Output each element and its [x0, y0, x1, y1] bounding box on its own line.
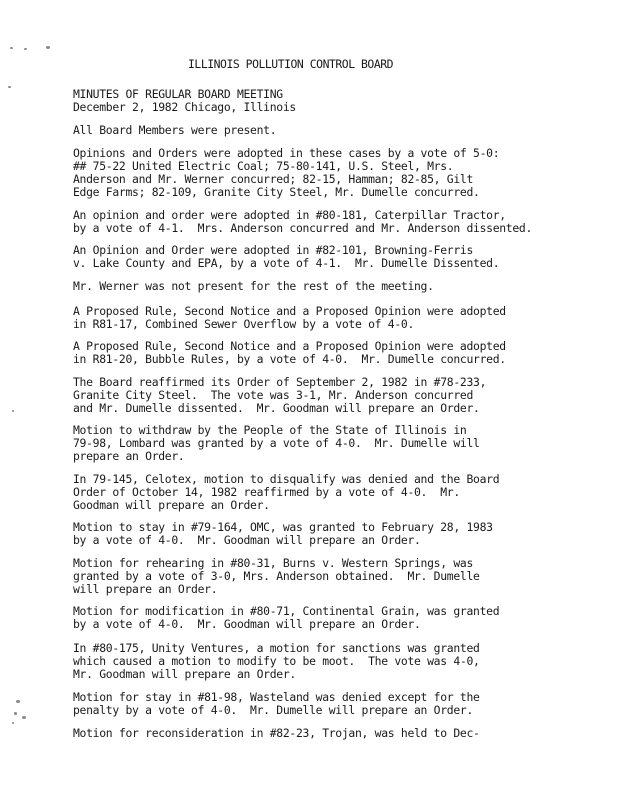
- paragraph-line: Motion for rehearing in #80-31, Burns v. Western Springs, was: [73, 556, 474, 570]
- paragraph-line: by a vote of 4-0. Mr. Goodman will prepare an Order.: [73, 533, 421, 547]
- paragraph: [73, 280, 603, 293]
- paragraph: [73, 691, 603, 717]
- paragraph-line: Order of October 14, 1982 reaffirmed by a vote of 4-0. Mr.: [73, 485, 460, 499]
- paragraph-line: Anderson and Mr. Werner concurred; 82-15, Hamman; 82-85, Gilt: [73, 172, 474, 186]
- paragraph: [73, 147, 603, 199]
- paragraph: [73, 376, 603, 415]
- paragraph-line: All Board Members were present.: [73, 123, 277, 137]
- paragraph-line: in R81-20, Bubble Rules, by a vote of 4-0. Mr. Dumelle concurred.: [73, 352, 506, 366]
- scan-speck: [46, 46, 50, 49]
- paragraph-line: Mr. Werner was not present for the rest of the meeting.: [73, 279, 434, 293]
- paragraph-line: In #80-175, Unity Ventures, a motion for sanctions was granted: [73, 641, 480, 655]
- paragraph-line: which caused a motion to modify to be moot. The vote was 4-0,: [73, 654, 480, 668]
- paragraph-line: Granite City Steel. The vote was 3-1, Mr. Anderson concurred: [73, 388, 474, 402]
- paragraph-line: The Board reaffirmed its Order of September 2, 1982 in #78-233,: [73, 375, 487, 389]
- paragraph-line: ## 75-22 United Electric Coal; 75-80-141, U.S. Steel, Mrs.: [73, 159, 454, 173]
- paragraph-line: v. Lake County and EPA, by a vote of 4-1. Mr. Dumelle Dissented.: [73, 256, 500, 270]
- paragraph-line: Motion to withdraw by the People of the State of Illinois in: [73, 423, 467, 437]
- scan-speck: [24, 48, 27, 50]
- paragraph: [73, 305, 603, 331]
- scan-speck: [8, 86, 11, 88]
- paragraph: [73, 424, 603, 463]
- meeting-heading-line: MINUTES OF REGULAR BOARD MEETING: [73, 87, 283, 101]
- paragraph: [73, 521, 603, 547]
- paragraph-line: Motion for reconsideration in #82-23, Trojan, was held to Dec-: [73, 726, 480, 740]
- scan-speck: [16, 700, 20, 703]
- paragraph: [73, 642, 603, 681]
- paragraph: [73, 340, 603, 366]
- paragraph-line: by a vote of 4-1. Mrs. Anderson concurred and Mr. Anderson dissented.: [73, 221, 533, 235]
- paragraph: [73, 557, 603, 596]
- paragraph-line: Goodman will prepare an Order.: [73, 498, 270, 512]
- paragraph-line: A Proposed Rule, Second Notice and a Proposed Opinion were adopted: [73, 339, 506, 353]
- paragraph: [73, 473, 603, 512]
- scan-speck: [14, 712, 17, 715]
- paragraph: [73, 727, 603, 740]
- paragraph-line: An opinion and order were adopted in #80-181, Caterpillar Tractor,: [73, 208, 506, 222]
- paragraph: [73, 244, 603, 270]
- paragraph-line: will prepare an Order.: [73, 582, 218, 596]
- paragraph-line: in R81-17, Combined Sewer Overflow by a vote of 4-0.: [73, 317, 415, 331]
- paragraph-line: and Mr. Dumelle dissented. Mr. Goodman will prepare an Order.: [73, 401, 480, 415]
- scan-speck: [22, 716, 26, 719]
- paragraph-line: Opinions and Orders were adopted in these cases by a vote of 5-0:: [73, 146, 500, 160]
- paragraph-line: In 79-145, Celotex, motion to disqualify was denied and the Board: [73, 472, 500, 486]
- paragraph: [73, 605, 603, 631]
- document-title: ILLINOIS POLLUTION CONTROL BOARD: [188, 57, 394, 71]
- paragraph: [73, 209, 603, 235]
- paragraph-line: Motion to stay in #79-164, OMC, was granted to February 28, 1983: [73, 520, 493, 534]
- meeting-date-line: December 2, 1982 Chicago, Illinois: [73, 100, 296, 114]
- paragraph-line: granted by a vote of 3-0, Mrs. Anderson obtained. Mr. Dumelle: [73, 569, 480, 583]
- paragraph-line: An Opinion and Order were adopted in #82-101, Browning-Ferris: [73, 243, 474, 257]
- paragraph: [73, 124, 603, 137]
- paragraph-line: Edge Farms; 82-109, Granite City Steel, Mr. Dumelle concurred.: [73, 185, 480, 199]
- paragraph-line: penalty by a vote of 4-0. Mr. Dumelle will prepare an Order.: [73, 703, 474, 717]
- paragraph-line: A Proposed Rule, Second Notice and a Proposed Opinion were adopted: [73, 304, 506, 318]
- paragraph-line: prepare an Order.: [73, 449, 185, 463]
- scan-speck: [10, 47, 13, 49]
- paragraph-line: Motion for modification in #80-71, Continental Grain, was granted: [73, 604, 500, 618]
- scan-speck: [12, 410, 14, 412]
- paragraph-line: Mr. Goodman will prepare an Order.: [73, 667, 296, 681]
- scan-speck: [12, 722, 14, 724]
- paragraph-line: by a vote of 4-0. Mr. Goodman will prepare an Order.: [73, 617, 421, 631]
- paragraph-line: 79-98, Lombard was granted by a vote of 4-0. Mr. Dumelle will: [73, 436, 480, 450]
- meeting-heading: [73, 88, 296, 114]
- paragraph-line: Motion for stay in #81-98, Wasteland was denied except for the: [73, 690, 480, 704]
